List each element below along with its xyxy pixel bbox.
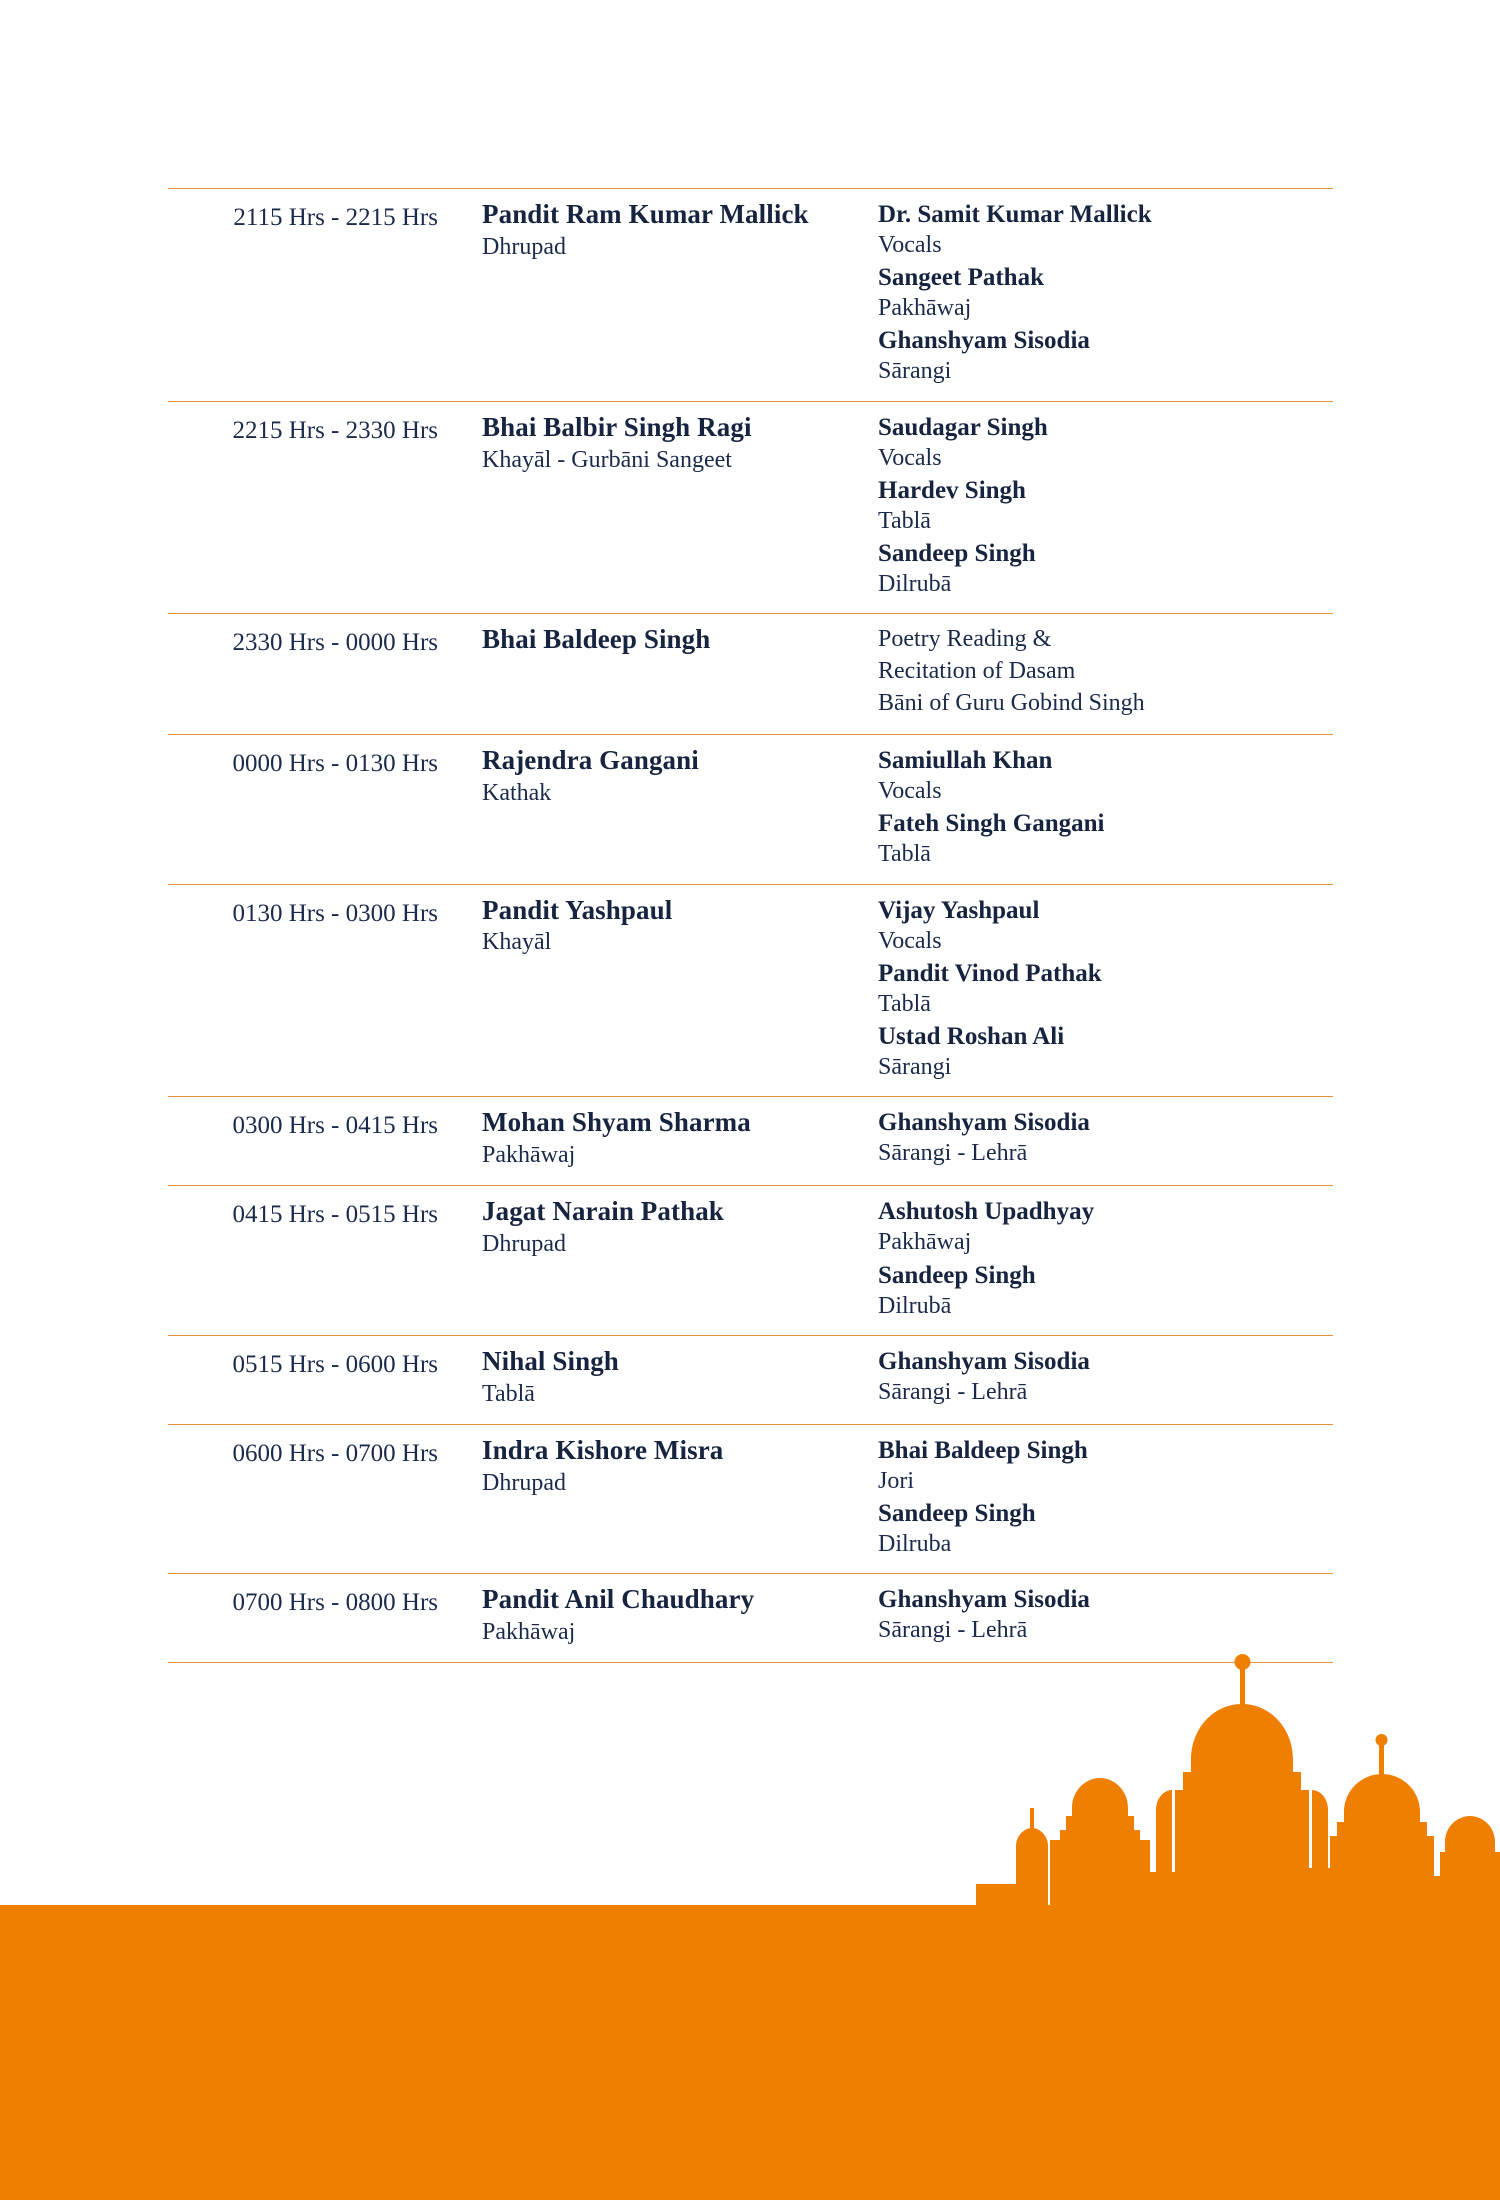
accompanist-name: Dr. Samit Kumar Mallick xyxy=(878,201,1152,228)
schedule-row xyxy=(168,734,1333,883)
accompanist-role: Dilruba xyxy=(878,1531,952,1558)
accompanist xyxy=(878,326,1333,386)
artist-cell xyxy=(456,412,866,476)
artist-genre: Pakhāwaj xyxy=(482,1142,576,1169)
slot-time: 2215 Hrs - 2330 Hrs xyxy=(232,416,438,444)
accompanists-cell xyxy=(866,199,1333,387)
accompanist xyxy=(878,263,1333,323)
accompanist-role: Pakhāwaj xyxy=(878,295,972,322)
accompanist-role: Sārangi - Lehrā xyxy=(878,1617,1028,1644)
artist-cell xyxy=(456,745,866,809)
accompanists-cell xyxy=(866,1107,1333,1168)
accompanist-role: Dilrubā xyxy=(878,571,952,598)
artist-name: Indra Kishore Misra xyxy=(482,1434,724,1465)
decorative-skyline-footer xyxy=(0,1640,1500,2200)
accompanist-role: Tablā xyxy=(878,507,931,534)
accompanists-cell xyxy=(866,895,1333,1083)
accompanist-role: Dilrubā xyxy=(878,1292,952,1319)
accompanist-name: Hardev Singh xyxy=(878,476,1026,504)
artist-name: Bhai Balbir Singh Ragi xyxy=(482,411,752,442)
artist-genre: Dhrupad xyxy=(482,1231,566,1258)
accompanist xyxy=(878,1022,1333,1082)
accompanist xyxy=(878,1108,1333,1168)
accompanist-role: Tablā xyxy=(878,841,931,868)
accompanist-name: Ghanshyam Sisodia xyxy=(878,1586,1090,1614)
accompanist-name: Fateh Singh Gangani xyxy=(878,810,1105,838)
schedule-row xyxy=(168,1424,1333,1573)
artist-cell xyxy=(456,895,866,959)
slot-time: 0700 Hrs - 0800 Hrs xyxy=(232,1589,438,1617)
artist-genre: Khayāl xyxy=(482,929,552,956)
schedule-row xyxy=(168,1185,1333,1334)
accompanist-name: Bhai Baldeep Singh xyxy=(878,1436,1088,1464)
artist-name: Pandit Yashpaul xyxy=(482,894,673,925)
accompanists-cell xyxy=(866,1196,1333,1320)
accompanist-role: Pakhāwaj xyxy=(878,1229,972,1256)
accompanist-name: Samiullah Khan xyxy=(878,747,1053,775)
slot-time: 2330 Hrs - 0000 Hrs xyxy=(232,629,438,657)
accompanist-name: Ghanshyam Sisodia xyxy=(878,327,1090,355)
accompanist-role: Vocals xyxy=(878,927,942,954)
accompanist-name: Ashutosh Upadhyay xyxy=(878,1198,1095,1226)
accompanist xyxy=(878,746,1333,806)
slot-time: 0415 Hrs - 0515 Hrs xyxy=(232,1201,438,1229)
accompanist-name: Sangeet Pathak xyxy=(878,264,1044,292)
performance-note-line: Poetry Reading & xyxy=(878,626,1052,653)
artist-name: Bhai Baldeep Singh xyxy=(482,624,711,655)
artist-name: Jagat Narain Pathak xyxy=(482,1196,724,1227)
schedule-row xyxy=(168,1335,1333,1424)
accompanists-cell xyxy=(866,1584,1333,1645)
artist-cell xyxy=(456,624,866,656)
artist-name: Mohan Shyam Sharma xyxy=(482,1107,751,1138)
accompanist-name: Ustad Roshan Ali xyxy=(878,1023,1065,1051)
accompanist xyxy=(878,1261,1333,1321)
accompanist xyxy=(878,1436,1333,1496)
accompanist xyxy=(878,1347,1333,1407)
accompanist-role: Sārangi - Lehrā xyxy=(878,1378,1028,1405)
accompanist-role: Sārangi - Lehrā xyxy=(878,1140,1028,1167)
artist-genre: Khayāl - Gurbāni Sangeet xyxy=(482,446,732,473)
artist-cell xyxy=(456,1107,866,1171)
accompanist-name: Ghanshyam Sisodia xyxy=(878,1109,1090,1137)
slot-time: 0300 Hrs - 0415 Hrs xyxy=(232,1112,438,1140)
artist-cell xyxy=(456,1584,866,1648)
accompanist-role: Sārangi xyxy=(878,358,952,385)
accompanist-role: Vocals xyxy=(878,778,942,805)
schedule-row xyxy=(168,884,1333,1097)
accompanist-role: Jori xyxy=(878,1467,914,1494)
accompanist xyxy=(878,959,1333,1019)
accompanist xyxy=(878,200,1333,260)
schedule-table xyxy=(168,188,1333,1663)
artist-genre: Pakhāwaj xyxy=(482,1619,576,1646)
accompanist-role: Vocals xyxy=(878,444,942,471)
artist-name: Pandit Ram Kumar Mallick xyxy=(482,199,809,229)
accompanist xyxy=(878,809,1333,869)
slot-time: 0130 Hrs - 0300 Hrs xyxy=(232,899,438,927)
artist-genre: Dhrupad xyxy=(482,233,566,260)
accompanists-cell xyxy=(866,412,1333,600)
accompanist xyxy=(878,1499,1333,1559)
artist-genre: Kathak xyxy=(482,779,552,806)
schedule-row xyxy=(168,1096,1333,1185)
slot-time: 0515 Hrs - 0600 Hrs xyxy=(232,1350,438,1378)
performance-note-line: Bāni of Guru Gobind Singh xyxy=(878,690,1145,717)
artist-cell xyxy=(456,1196,866,1260)
accompanist-name: Vijay Yashpaul xyxy=(878,896,1040,924)
schedule-row xyxy=(168,188,1333,401)
accompanist xyxy=(878,413,1333,473)
artist-name: Rajendra Gangani xyxy=(482,745,699,776)
accompanist xyxy=(878,1197,1333,1257)
accompanist-role: Vocals xyxy=(878,232,942,258)
accompanist-name: Sandeep Singh xyxy=(878,540,1036,568)
accompanist-name: Sandeep Singh xyxy=(878,1261,1036,1289)
slot-time: 2115 Hrs - 2215 Hrs xyxy=(233,204,438,231)
accompanist-name: Pandit Vinod Pathak xyxy=(878,959,1102,987)
artist-genre: Tablā xyxy=(482,1380,535,1407)
artist-name: Nihal Singh xyxy=(482,1345,619,1376)
accompanist xyxy=(878,1585,1333,1645)
slot-time: 0000 Hrs - 0130 Hrs xyxy=(232,750,438,778)
artist-genre: Dhrupad xyxy=(482,1469,566,1496)
performance-note-line: Recitation of Dasam xyxy=(878,658,1076,685)
accompanists-cell xyxy=(866,624,1333,720)
schedule-row xyxy=(168,613,1333,734)
artist-cell xyxy=(456,1435,866,1499)
accompanist xyxy=(878,896,1333,956)
accompanists-cell xyxy=(866,745,1333,869)
accompanist-name: Sandeep Singh xyxy=(878,1500,1036,1528)
accompanists-cell xyxy=(866,1346,1333,1407)
slot-time: 0600 Hrs - 0700 Hrs xyxy=(232,1439,438,1467)
artist-name: Pandit Anil Chaudhary xyxy=(482,1584,755,1615)
accompanist xyxy=(878,476,1333,536)
schedule-row xyxy=(168,1573,1333,1663)
schedule-row xyxy=(168,401,1333,614)
accompanist-role: Sārangi xyxy=(878,1054,952,1081)
artist-cell xyxy=(456,1346,866,1410)
accompanist xyxy=(878,539,1333,599)
performance-note xyxy=(878,624,1333,720)
accompanist-name: Saudagar Singh xyxy=(878,413,1048,441)
accompanist-name: Ghanshyam Sisodia xyxy=(878,1347,1090,1375)
artist-cell xyxy=(456,199,866,263)
accompanists-cell xyxy=(866,1435,1333,1559)
accompanist-role: Tablā xyxy=(878,990,931,1017)
